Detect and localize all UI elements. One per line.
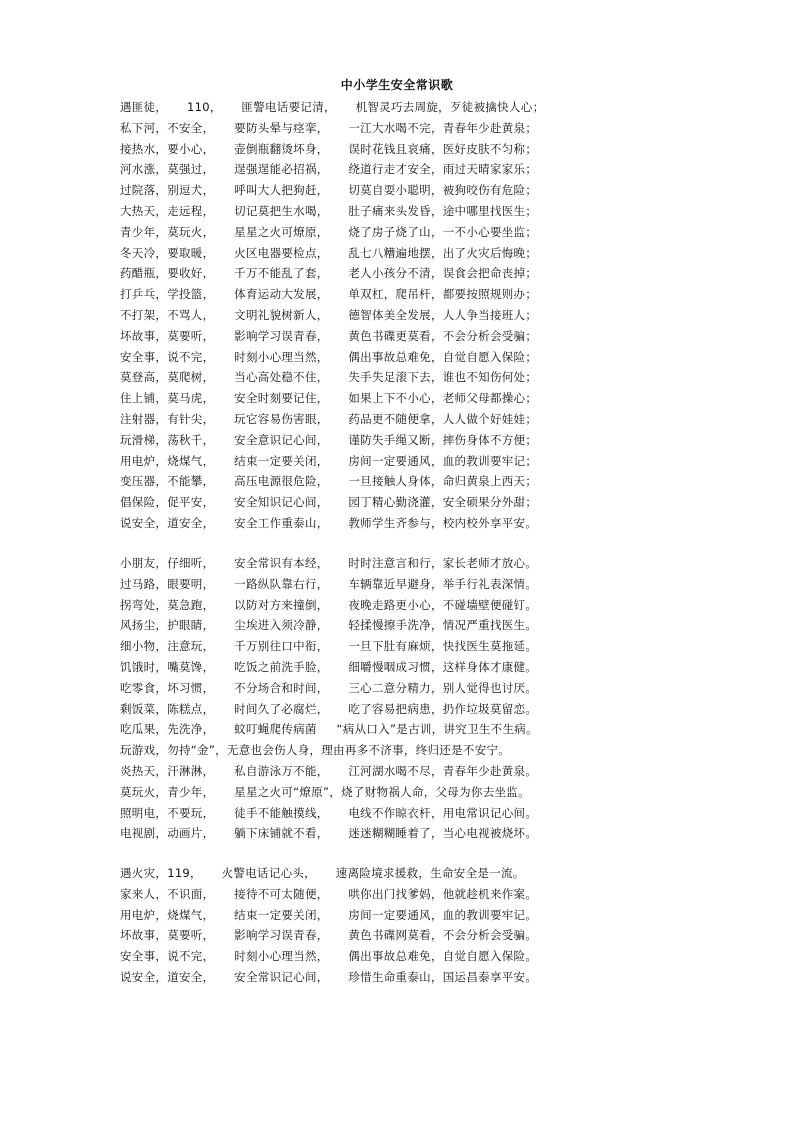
poem-line: 细小物，注意玩， 千万别往口中衔， 一旦下肚有麻烦，快找医生莫拖延。: [120, 639, 538, 654]
poem-line: 注射器，有针尖， 玩它容易伤害眼， 药品更不随便拿，人人做个好娃娃；: [120, 411, 538, 426]
poem-line: 接热水，要小心， 壶倒瓶翻烫坏身， 误时花钱且哀痛，医好皮肤不匀称；: [120, 141, 538, 156]
poem-line: 住上铺，莫马虎， 安全时刻要记住， 如果上下不小心，老师父母都操心；: [120, 391, 538, 406]
poem-line: 说安全，道安全， 安全工作重泰山， 教师学生齐参与，校内校外享平安。: [120, 515, 538, 530]
poem-line: 莫登高，莫爬树， 当心高处稳不住， 失手失足滚下去，谁也不知伤何处；: [120, 370, 538, 385]
poem-line: 倡保险，促平安， 安全知识记心间， 园丁精心勤浇灌，安全硕果分外甜；: [120, 495, 538, 510]
poem-line: 用电炉，烧煤气， 结束一定要关闭， 房间一定要通风，血的教训要牢记。: [120, 907, 538, 922]
poem-line: 过马路，眼要明， 一路纵队靠右行， 车辆靠近早避身，举手行礼表深情。: [120, 576, 538, 591]
poem-line: 剩饭菜，陈糕点， 时间久了必腐烂， 吃了容易把病患，扔作垃圾莫留恋。: [120, 701, 538, 716]
poem-line: 玩游戏，勿持“金”，无意也会伤人身，理由再多不济事，终归还是不安宁。: [120, 743, 511, 758]
poem-line: 变压器，不能攀， 高压电源很危险， 一旦接触人身体，命归黄泉上西天；: [120, 474, 538, 489]
poem-line: 冬天冷，要取暖， 火区电器要检点， 乱七八糟遍地摆，出了火灾后悔晚；: [120, 245, 538, 260]
poem-line: 小朋友，仔细听， 安全常识有本经， 时时注意言和行，家长老师才放心。: [120, 556, 538, 570]
poem-line: 炎热天，汗淋淋， 私自游泳万不能， 江河湖水喝不尽，青春年少赴黄泉。: [120, 763, 538, 778]
poem-line: 吃零食，坏习惯， 不分场合和时间， 三心二意分精力，别人觉得也讨厌。: [120, 680, 538, 695]
poem-line: 坏故事，莫要听， 影响学习误青春， 黄色书碟网莫看，不会分析会受骗。: [120, 928, 538, 943]
poem-section-3: [120, 863, 760, 988]
poem-line: 过院落，别逗犬， 呼叫大人把狗赶， 切莫自耍小聪明，被狗咬伤有危险；: [120, 183, 538, 198]
poem-line: 坏故事，莫要听， 影响学习误青春， 黄色书碟更莫看，不会分析会受骗；: [120, 328, 538, 343]
poem-line: 青少年，莫玩火， 星星之火可燎原， 烧了房子烧了山，一不小心要坐监；: [120, 224, 538, 239]
poem-line: 照明电，不要玩， 徒手不能触摸线， 电线不作晾衣杆，用电常识记心间。: [120, 805, 538, 820]
poem-line: 药醋瓶，要收好， 千万不能乱了套， 老人小孩分不清，误食会把命丧掉；: [120, 266, 538, 281]
poem-section-1: [120, 97, 760, 534]
poem-line: 安全事，说不完， 时刻小心理当然， 偶出事故总难免，自觉自愿入保险。: [120, 949, 538, 964]
poem-line: 拐弯处，莫急跑， 以防对方来撞倒， 夜晚走路更小心，不碰墙壁便碰钉。: [120, 597, 538, 612]
poem-line: 说安全，道安全， 安全常识记心间， 珍惜生命重泰山，国运昌泰享平安。: [120, 969, 538, 984]
document-title: 中小学生安全常识歌: [340, 78, 454, 92]
poem-line: 家来人，不识面， 接待不可太随便， 哄你出门找爹妈，他就趁机来作案。: [120, 886, 538, 901]
poem-line: 遇匪徒， 110， 匪警电话要记清， 机智灵巧去周旋，歹徒被擒快人心；: [120, 100, 545, 114]
poem-line: 风扬尘，护眼睛， 尘埃进入须冷静， 轻揉慢擦手洗净，情况严重找医生。: [120, 618, 538, 633]
poem-line: 吃瓜果，先洗净， 蚊叮蝇爬传病菌 “病从口入”是古训，讲究卫生不生病。: [120, 722, 538, 737]
poem-line: 私下河，不安全， 要防头晕与痉挛， 一江大水喝不完，青春年少赴黄泉；: [120, 120, 538, 135]
poem-line: 河水涨，莫强过， 逞强逞能必招祸， 绕道行走才安全，雨过天晴家家乐；: [120, 162, 538, 177]
poem-line: 遇火灾，119， 火警电话记心头， 速离险境求援救，生命安全是一流。: [120, 866, 525, 880]
poem-line: 用电炉，烧煤气， 结束一定要关闭， 房间一定要通风，血的教训要牢记；: [120, 453, 538, 468]
poem-line: 电视剧，动画片， 躺下床铺就不看， 迷迷糊糊睡着了，当心电视被烧坏。: [120, 826, 538, 841]
poem-section-2: [120, 553, 760, 844]
poem-line: 大热天，走远程， 切记莫把生水喝， 肚子痛来头发昏，途中哪里找医生；: [120, 203, 538, 218]
poem-line: 饥饿时，嘴莫馋， 吃饭之前洗手脸， 细嚼慢咽成习惯，这样身体才康健。: [120, 659, 538, 674]
poem-line: 莫玩火，青少年， 星星之火可“燎原”，烧了财物祸人命，父母为你去坐监。: [120, 784, 530, 799]
poem-line: 安全事，说不完， 时刻小心理当然， 偶出事故总难免，自觉自愿入保险；: [120, 349, 538, 364]
poem-line: 不打架，不骂人， 文明礼貌树新人， 德智体美全发展，人人争当接班人；: [120, 307, 538, 322]
poem-line: 玩滑梯，荡秋千， 安全意识记心间， 谨防失手绳又断，摔伤身体不方便；: [120, 432, 538, 447]
poem-line: 打乒乓，学投篮， 体育运动大发展， 单双杠，爬吊杆，都要按照规则办；: [120, 287, 538, 302]
